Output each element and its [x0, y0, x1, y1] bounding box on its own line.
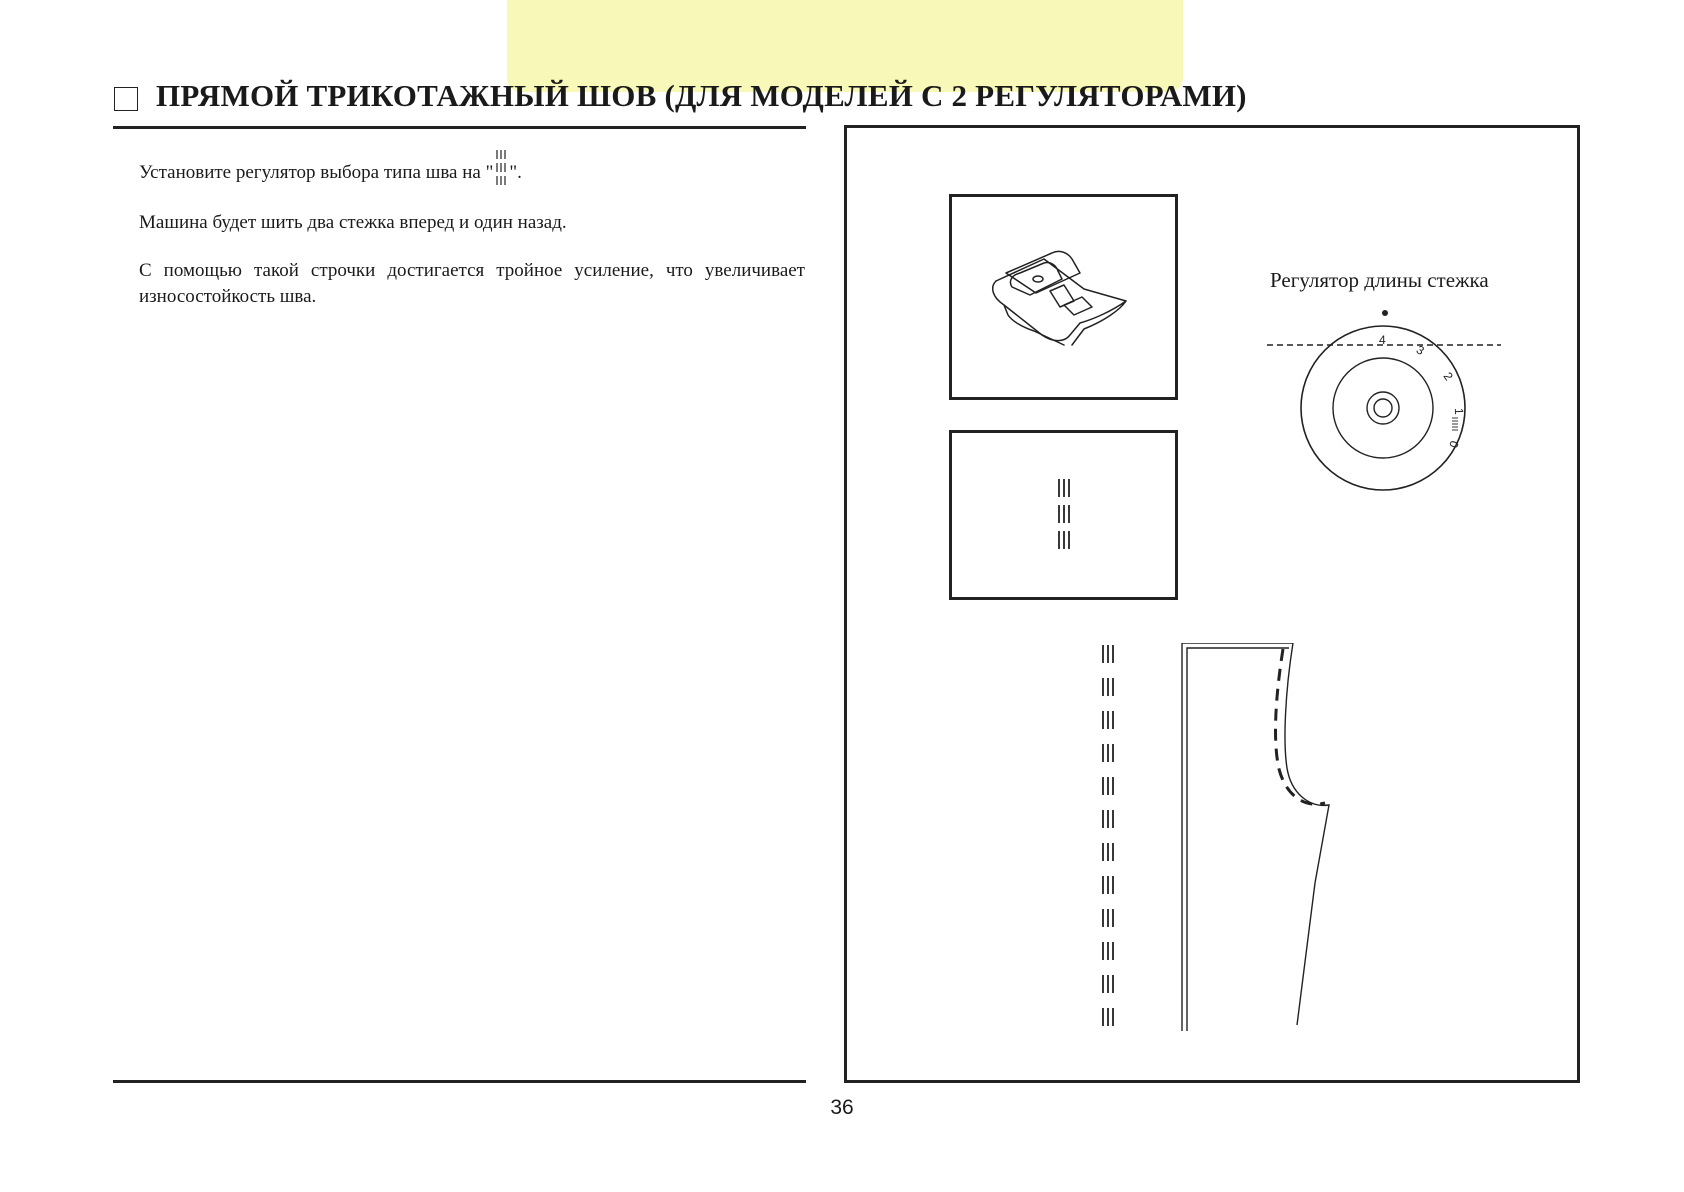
instruction-paragraph-2: Машина будет шить два стежка вперед и один назад. — [139, 212, 567, 233]
garment-seam-diagram-icon — [1097, 643, 1377, 1043]
dial-label: Регулятор длины стежка — [1270, 268, 1489, 292]
bottom-rule — [113, 1080, 806, 1083]
instruction-1-suffix: ". — [509, 162, 522, 183]
dial-number-1: 1 — [1451, 407, 1467, 415]
page-title: ПРЯМОЙ ТРИКОТАЖНЫЙ ШОВ (ДЛЯ МОДЕЛЕЙ С 2 РЕГУЛЯТОРАМИ) — [156, 78, 1247, 113]
top-rule — [113, 126, 806, 129]
instructions-text — [139, 148, 805, 332]
stitch-column — [1103, 645, 1113, 1026]
instruction-1-text: Установите регулятор выбора типа шва на " — [139, 162, 494, 183]
presser-foot-icon — [952, 197, 1175, 397]
dial-number-3: 3 — [1413, 342, 1427, 358]
page-number: 36 — [830, 1096, 854, 1119]
instruction-paragraph-3: С помощью такой строчки достигается тройное усиление, что увеличивает износостойкость шва. — [139, 260, 805, 307]
dial-number-2: 2 — [1440, 369, 1456, 384]
dial-number-4: 4 — [1379, 333, 1386, 347]
illustration-panel — [844, 125, 1580, 1083]
dial-number-0: 0 — [1446, 438, 1462, 450]
triple-stitch-icon — [495, 148, 507, 188]
instruction-paragraph-1 — [139, 148, 805, 188]
stitch-pattern-box — [949, 430, 1178, 600]
stitch-length-dial-icon — [1265, 308, 1505, 508]
presser-foot-box — [949, 194, 1178, 400]
triple-stitch-icon — [952, 433, 1175, 597]
checkbox-icon — [114, 87, 138, 111]
